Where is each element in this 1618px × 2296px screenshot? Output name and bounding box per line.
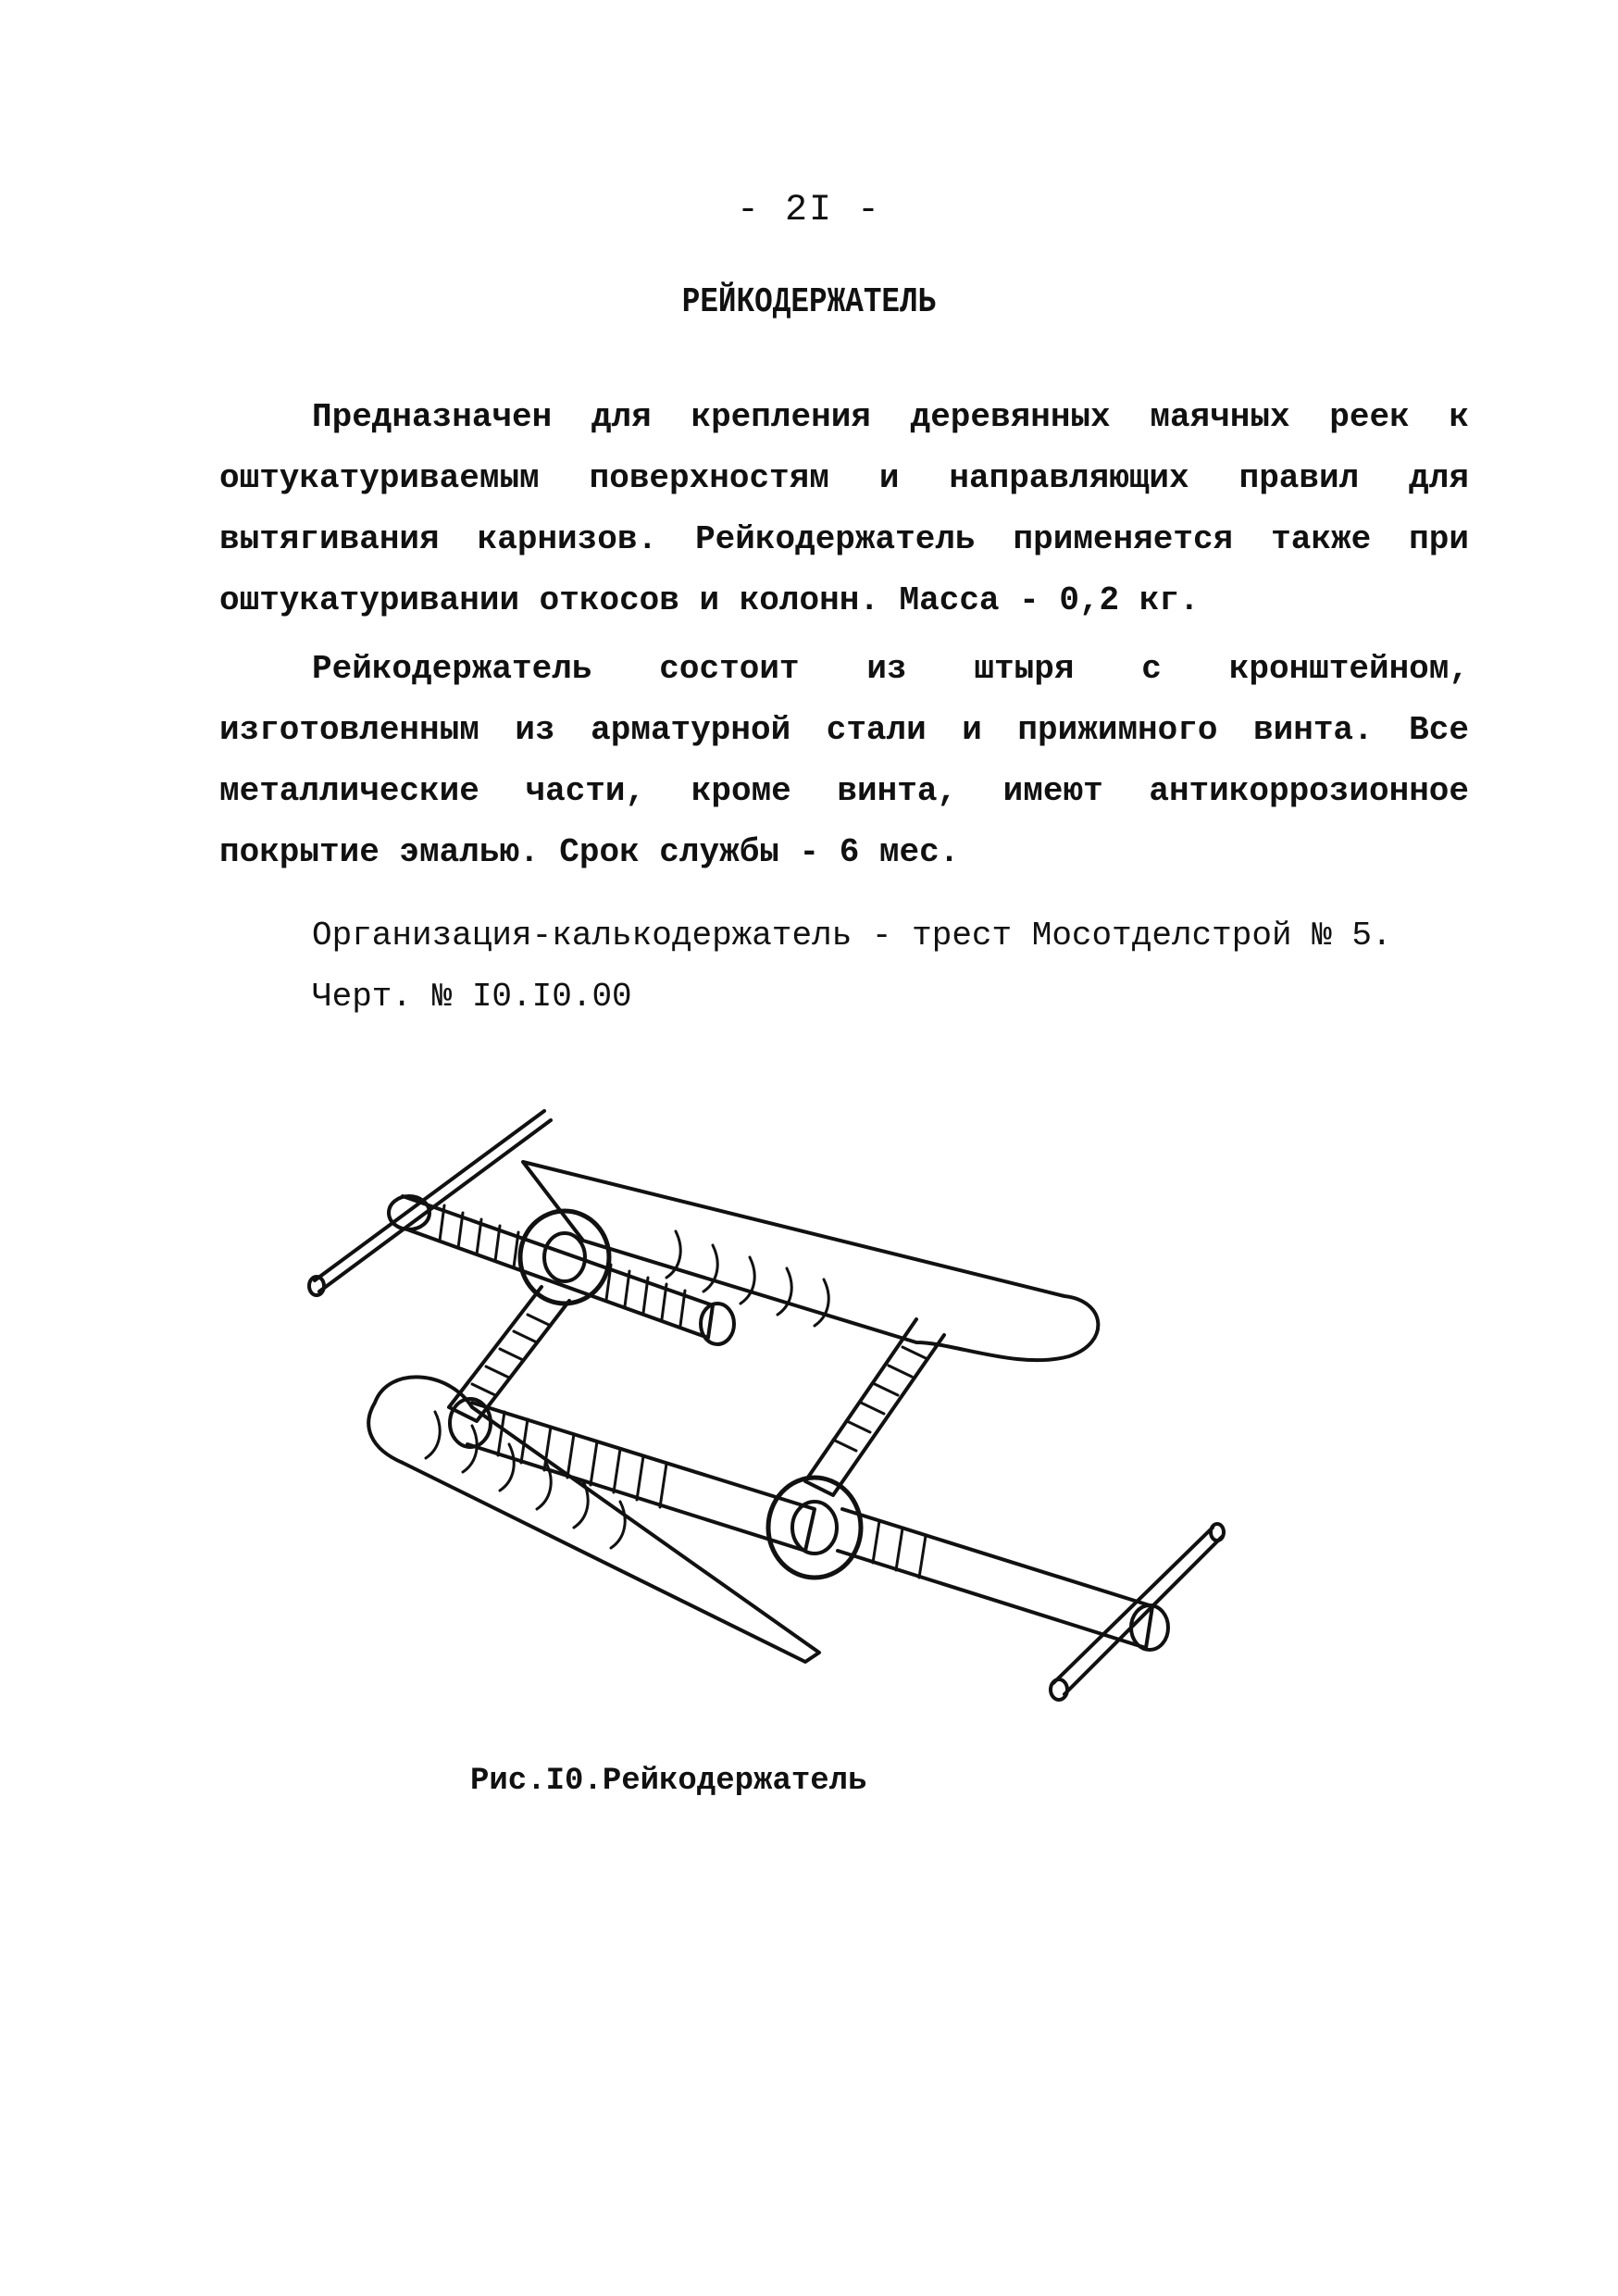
- right-bracket: [805, 1319, 944, 1495]
- drawing-number-line: Черт. № I0.I0.00: [312, 978, 632, 1016]
- left-clamp-drawing: [309, 1111, 819, 1662]
- right-handle-shaft: [838, 1509, 1152, 1648]
- body-text: [219, 387, 1469, 883]
- organization-line: Организация-калькодержатель - трест Мосотделстрой № 5.: [312, 917, 1392, 955]
- right-handle-bar: [1064, 1537, 1222, 1694]
- right-clamp-drawing: [450, 1162, 1224, 1700]
- document-title: РЕЙКОДЕРЖАТЕЛЬ: [681, 282, 937, 322]
- left-spike: [368, 1377, 819, 1662]
- figure-caption: Рис.I0.Рейкодержатель: [470, 1764, 867, 1799]
- rail-holder-illustration: [250, 1092, 1490, 1722]
- paragraph-purpose: Предназначен для крепления деревянных маячных реек к оштукатуриваемым поверхностям и направляющих правил для вытягивания карнизов. Рейкодержатель применяется также при оштукатуривании откосов и колонн. Масса - 0,2 кг.: [219, 398, 1469, 619]
- page-number: - 2I -: [736, 190, 882, 231]
- paragraph-construction: Рейкодержатель состоит из штыря с кронштейном, изготовленным из арматурной стали и прижимного винта. Все металлические части, кроме винта, имеют антикоррозионное покрытие эмалью. Срок службы - 6 мес.: [219, 650, 1469, 871]
